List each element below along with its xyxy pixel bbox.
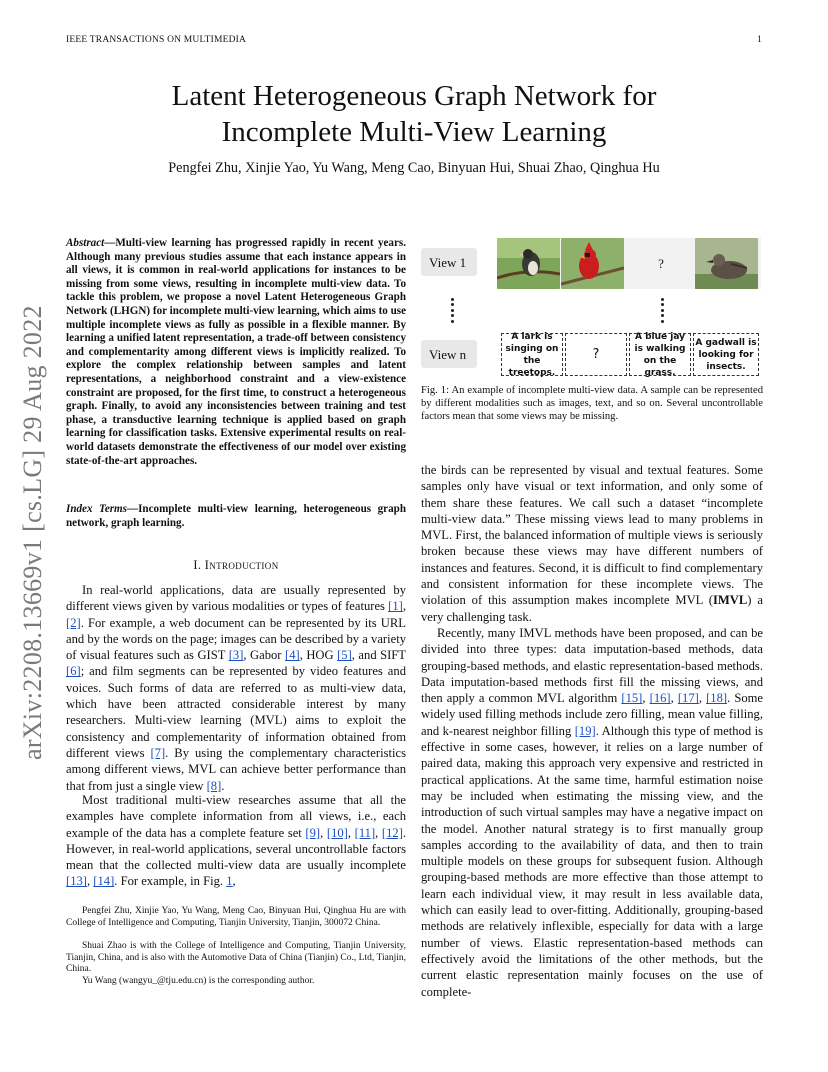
citation-link[interactable]: 1 — [226, 874, 233, 889]
citation-link[interactable]: [2] — [66, 615, 81, 630]
section-heading — [66, 558, 406, 573]
citation-link[interactable]: [17] — [677, 691, 699, 706]
intro-p2: Most traditional multi-view researches assume that all the examples have complete information from all views, i.e., each example of the data has a complete feature set [9], [10], [11], [12]. However, in real-world applications, several uncontrollable factors mean that the collected multi-view data are usually incomplete [13], [14]. For example, in Fig. 1, — [66, 793, 407, 889]
citation-link[interactable]: [4] — [285, 648, 300, 663]
paper-title — [0, 78, 828, 150]
text-cell-gadwall: A gadwall is looking for insects. — [693, 333, 759, 376]
bird-image-cardinal — [561, 238, 624, 289]
footnote-affiliation-2: Shuai Zhao is with the College of Intelligence and Computing, Tianjin University, Tianjin, China, and is also with the Automotive Data of China (Tianjin) Co., Ltd, Tianjin, China. — [66, 941, 406, 975]
view-ellipsis-left — [451, 298, 455, 325]
view-1-label-box — [421, 248, 477, 276]
text-cell-bluejay: A blue jay is walking on the grass. — [629, 333, 691, 376]
citation-link[interactable]: [1] — [388, 599, 403, 614]
right-p1: the birds can be represented by visual and textual features. Some samples only have visual or text information, and only some of them share these features. We call such a dataset “incomplete multi-view data.” These missing views lead to many problems in MVL. First, the balanced information of multiple views is seriously broken because these views may have different numbers of instances and features. Second, it is difficult to find complementary and consistent information for these incomplete views. The violation of this assumption makes incomplete MVL (IMVL) a very challenging task. — [421, 463, 763, 624]
bird-image-gadwall — [695, 238, 758, 289]
citation-link[interactable]: [18] — [706, 691, 728, 706]
text-cell-missing: ? — [565, 333, 627, 376]
citation-link[interactable]: [6] — [66, 664, 81, 679]
citation-link[interactable]: [12] — [381, 825, 403, 840]
abstract-text: —Multi-view learning has progressed rapidly in recent years. Although many previous studies assume that each instance appears in all views, it is common in real-world applications for instances to be missing from some views, resulting in incomplete multi-view data. To tackle this problem, we propose a novel Latent Heterogeneous Graph Network (LHGN) for incomplete multi-view learning, which aims to use multiple incomplete views as fully as possible in a flexible manner. By learning a unified latent representation, a trade-off between consistency and complementarity among different views is implicitly realized. To explore the complex relationship between samples and latent representations, a neighborhood constraint and a view-existence constraint are proposed, for the first time, to construct a heterogeneous graph. Finally, to avoid any inconsistencies between training and test phase, a transductive learning technique is applied based on graph learning for classification tasks. Extensive experimental results on real-world datasets demonstrate the effectiveness of our model over existing state-of-the-art approaches. — [66, 237, 406, 467]
view-1-label: View 1 — [429, 255, 467, 270]
intro-p1: In real-world applications, data are usually represented by different views given by various modalities or types of features [1], [2]. For example, a web document can be represented by its URL and by the words on the page; images can be described by a variety of visual features such as GIST [3], Gabor [4], HOG [5], and SIFT [6]; and film segments can be represented by video features and voices. Such forms of data are referred to as multi-view data, which have been attracted considerable interest by many researchers. Multi-view learning (MVL) aims to exploit the consistency and complementarity of information obtained from different views [7]. By using the complementary characteristics among different views, MVL can achieve better performance than that from just a single view [8]. — [66, 583, 407, 793]
citation-link[interactable]: [10] — [326, 825, 348, 840]
imvl-abbrev: IMVL — [713, 593, 748, 608]
footnote-affiliation-1: Pengfei Zhu, Xinjie Yao, Yu Wang, Meng Cao, Binyuan Hui, Qinghua Hu are with College of Intelligence and Computing, Tianjin University, Tianjin, 300072 China. — [66, 906, 406, 928]
text-cell-lark: A lark is singing on the treetops. — [501, 333, 563, 376]
citation-link[interactable]: [7] — [150, 745, 166, 760]
arxiv-stamp: arXiv:2208.13669v1 [cs.LG] 29 Aug 2022 — [18, 305, 47, 760]
view-1-missing-mark: ? — [658, 256, 664, 271]
footnote-corresponding: Yu Wang (wangyu_@tju.edu.cn) is the corresponding author. — [82, 976, 315, 986]
citation-link[interactable]: [14] — [93, 874, 115, 889]
right-p2: Recently, many IMVL methods have been proposed, and can be divided into three types: data imputation-based methods, data grouping-based methods, and elastic representation-based methods. Data imputation-based methods first fill the missing views, and then apply a common MVL algorithm [15], [16], [17], [18]. Some widely used filling methods include zero filling, mean value filling, and k-nearest neighbor filling [19]. Although this type of method is effective in some cases, however, it relies on a large number of paired data, making this approach very expensive and restricted in practical applications. At the same time, harmful estimation noise may be included when estimating the missing view, and the introduction of such virtual samples may have a negative impact on the model. Another natural strategy is to first manually group samples according to the availability of data, and then to train multiple models on these groups for subsequent fusion. Although grouping-based methods are more effective than those attempt to learn each individual view, it may result in less available data, which can easily lead to over-fitting. Additionally, grouping-based methods are relatively inflexible, especially for data with a large number of views. Elastic representation-based methods can effectively avoid the limitations of the other methods, but the current elastic representation mainly focuses on the use of complete- — [421, 626, 764, 999]
citation-link[interactable]: [3] — [228, 648, 244, 663]
page-number: 1 — [757, 35, 762, 45]
running-header: IEEE TRANSACTIONS ON MULTIMEDIA — [66, 35, 247, 45]
citation-link[interactable]: [19] — [574, 723, 596, 738]
title-line-1: Latent Heterogeneous Graph Network for — [171, 80, 657, 112]
index-terms-text: —Incomplete multi-view learning, heterogeneous graph network, graph learning. — [66, 503, 406, 529]
section-heading-text: I. Introduction — [193, 558, 279, 572]
title-line-2: Incomplete Multi-View Learning — [221, 116, 607, 148]
abstract — [66, 237, 406, 468]
figure-1-caption: Fig. 1: An example of incomplete multi-view data. A sample can be represented by different modalities such as images, text, and so on. Several uncontrollable factors mean that some views may be missing. — [421, 385, 763, 423]
citation-link[interactable]: [16] — [649, 691, 671, 706]
author-list: Pengfei Zhu, Xinjie Yao, Yu Wang, Meng Cao, Binyuan Hui, Shuai Zhao, Qinghua Hu — [168, 160, 660, 176]
citation-link[interactable]: [13] — [66, 874, 87, 889]
abstract-lead: Abstract — [66, 237, 105, 249]
citation-link[interactable]: [11] — [354, 825, 376, 840]
right-paragraph-2 — [421, 625, 763, 1000]
view-n-label: View n — [429, 347, 467, 362]
intro-paragraph-1 — [66, 582, 406, 794]
figure-1 — [421, 232, 763, 378]
right-paragraph-1 — [421, 462, 763, 625]
index-terms-lead: Index Terms — [66, 503, 128, 515]
citation-link[interactable]: [8] — [206, 778, 222, 793]
citation-link[interactable]: [15] — [621, 691, 643, 706]
citation-link[interactable]: [5] — [337, 648, 352, 663]
view-n-label-box — [421, 340, 477, 368]
intro-paragraph-2 — [66, 792, 406, 890]
citation-link[interactable]: [9] — [305, 825, 321, 840]
view-ellipsis-right — [661, 298, 665, 325]
index-terms — [66, 503, 406, 530]
bird-image-lark — [497, 238, 560, 289]
